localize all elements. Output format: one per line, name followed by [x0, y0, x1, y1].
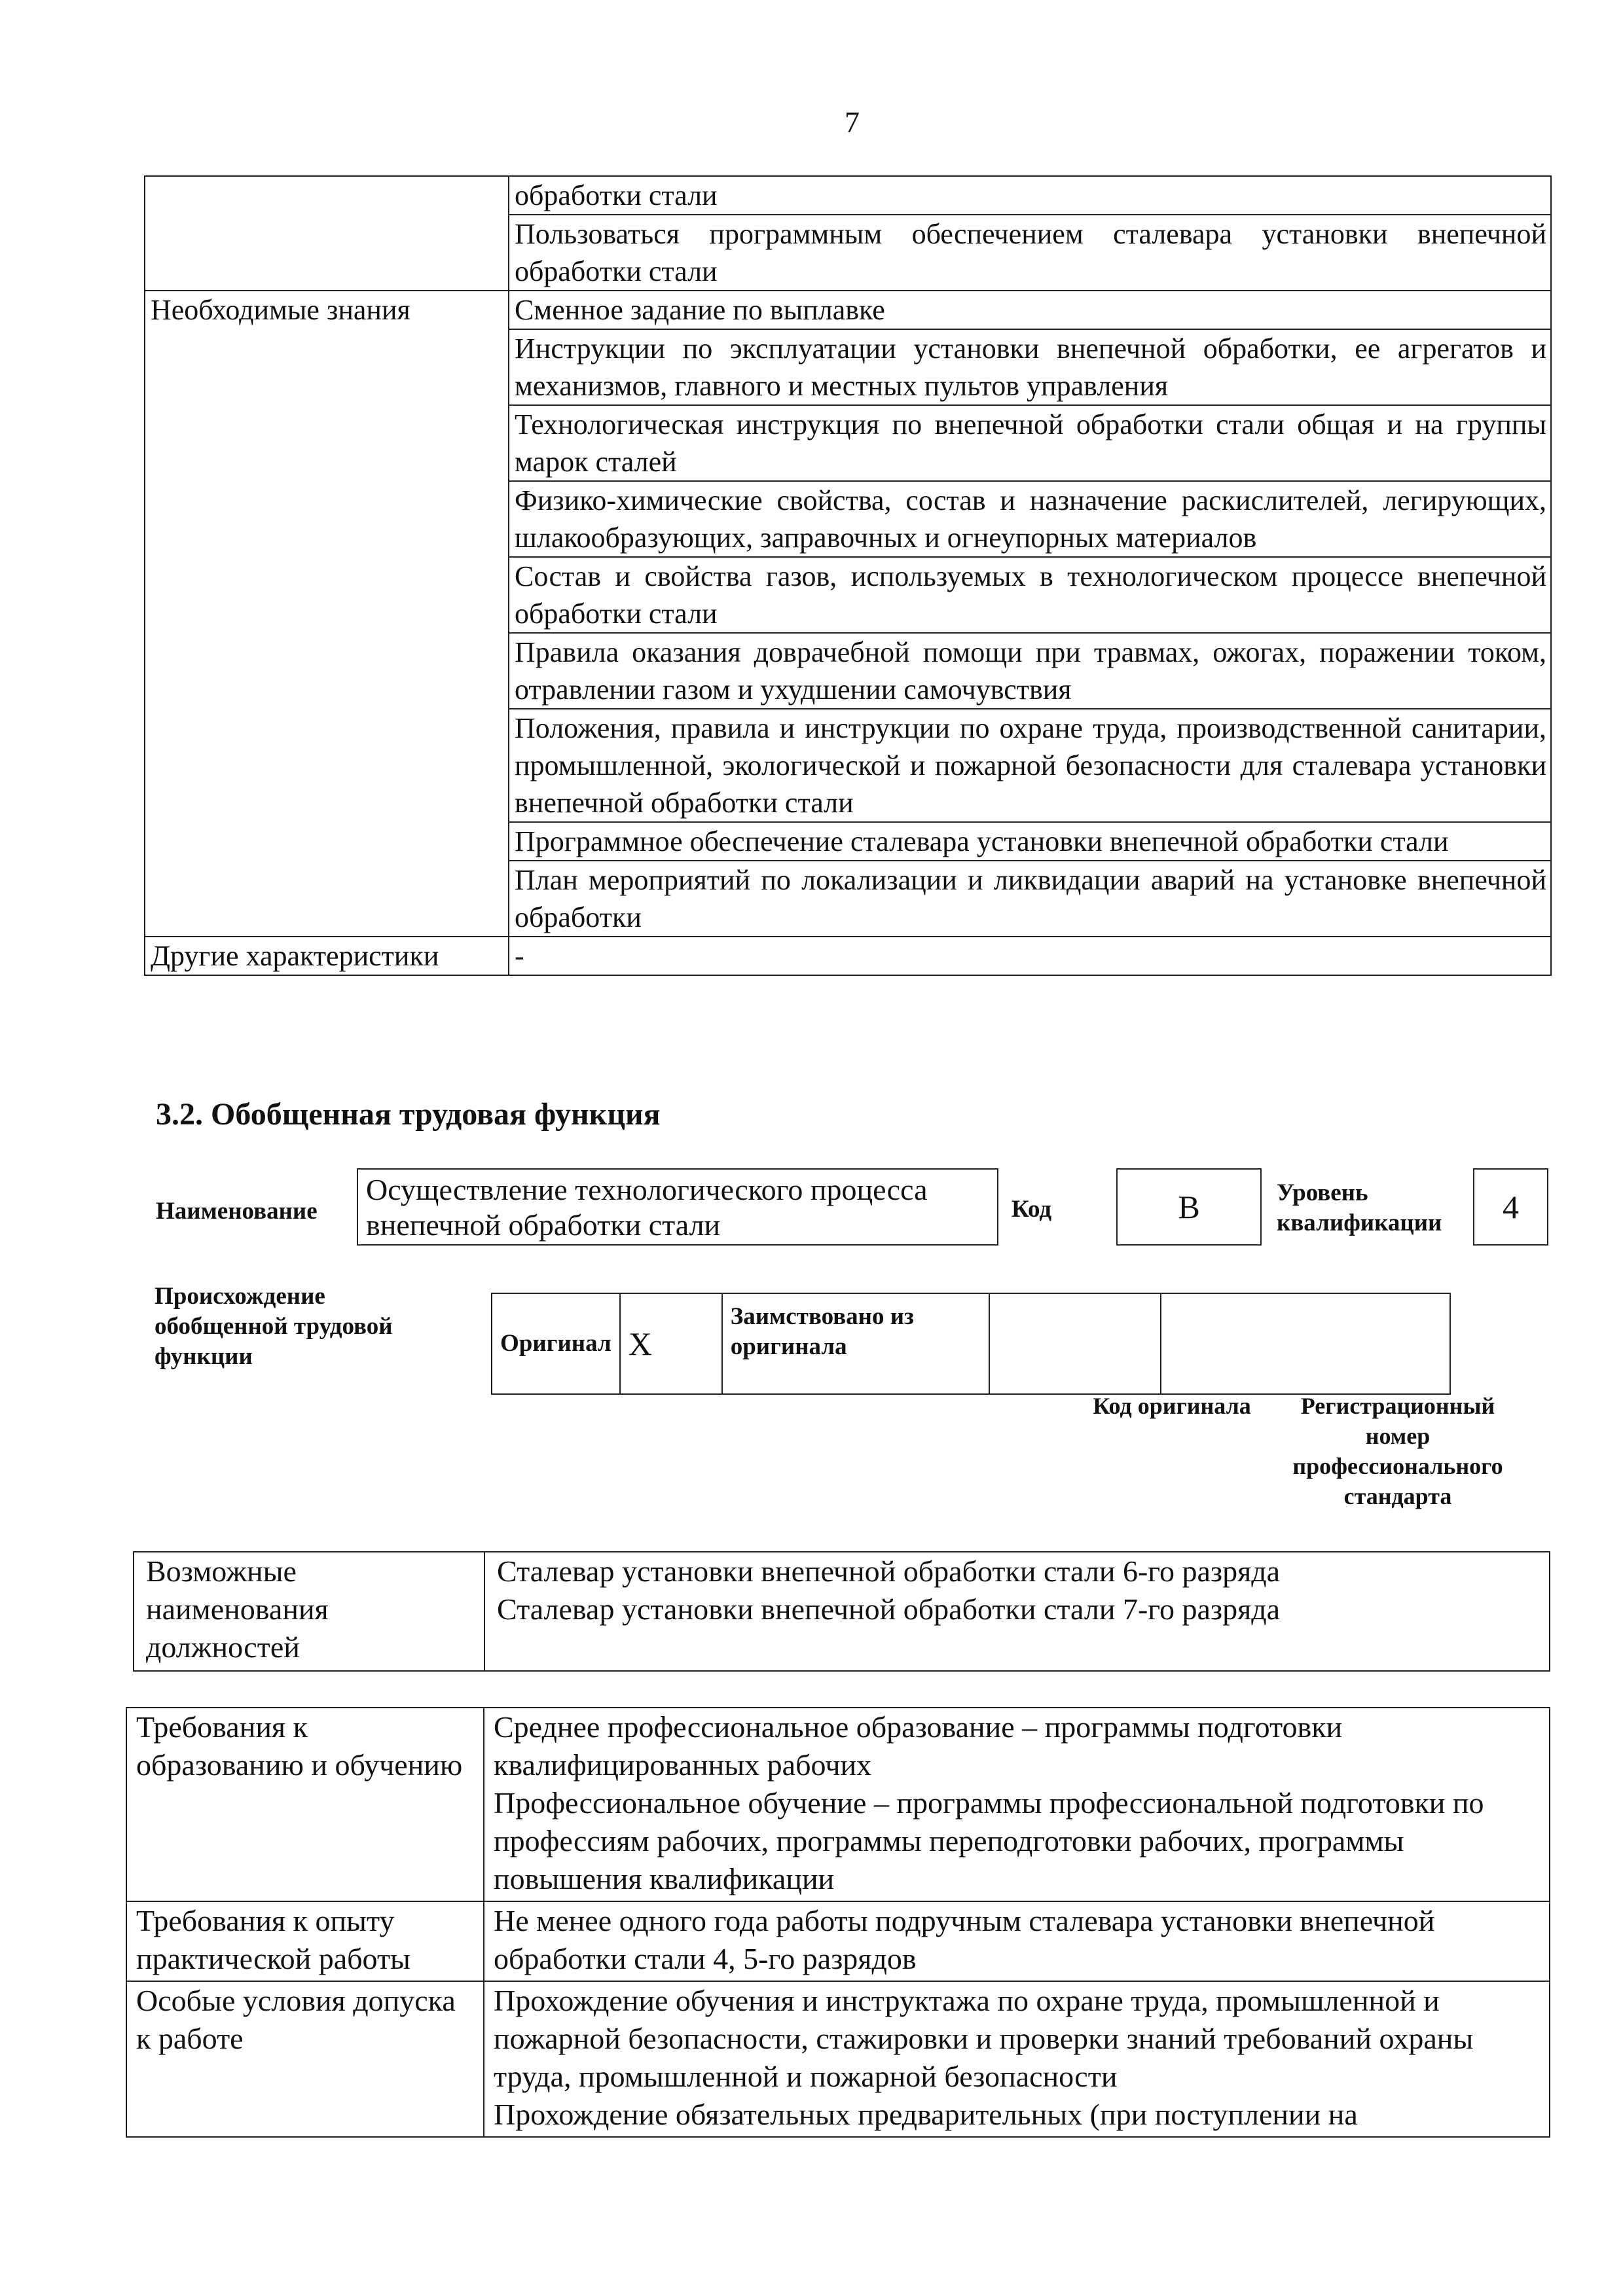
- table-cell: Состав и свойства газов, используемых в технологическом процессе внепечной обработки стали: [509, 557, 1551, 633]
- requirement-label-conditions: Особые условия допуска к работе: [126, 1981, 484, 2137]
- positions-value: [484, 1552, 1550, 1671]
- requirement-line: Профессиональное обучение – программы профессиональной подготовки по профессиям рабочих, программы переподготовки рабочих, программы повышения квалификации: [494, 1786, 1484, 1895]
- table-cell-empty: [145, 176, 509, 291]
- table-cell: Физико-химические свойства, состав и назначение раскислителей, легирующих, шлакообразующих, заправочных и огнеупорных материалов: [509, 481, 1551, 557]
- requirements-table: [126, 1707, 1550, 2138]
- requirement-line: Среднее профессиональное образование – программы подготовки квалифицированных рабочих: [494, 1710, 1343, 1782]
- row-label-knowledge: Необходимые знания: [145, 291, 509, 937]
- positions-label: Возможные наименования должностей: [134, 1552, 484, 1671]
- knowledge-table: [144, 175, 1552, 976]
- original-code-cell: [989, 1293, 1161, 1394]
- requirement-value: [484, 1708, 1550, 1901]
- borrowed-label: Заимствовано из оригинала: [722, 1293, 989, 1394]
- table-cell: -: [509, 937, 1551, 975]
- level-label-2: квалификации: [1277, 1210, 1442, 1236]
- table-cell: Инструкции по эксплуатации установки внепечной обработки, ее агрегатов и механизмов, главного и местных пультов управления: [509, 329, 1551, 405]
- original-label: Оригинал: [492, 1293, 620, 1394]
- reg-number-cell: [1161, 1293, 1450, 1394]
- page-number: 7: [845, 105, 860, 139]
- code-value: В: [1116, 1168, 1262, 1246]
- position-item: Сталевар установки внепечной обработки стали 6-го разряда: [497, 1554, 1281, 1588]
- table-cell: Положения, правила и инструкции по охране труда, производственной санитарии, промышленной, экологической и пожарной безопасности для сталевара установки внепечной обработки стали: [509, 709, 1551, 822]
- row-label-other: Другие характеристики: [145, 937, 509, 975]
- requirement-value: [484, 1981, 1550, 2137]
- requirement-label-experience: Требования к опыту практической работы: [126, 1901, 484, 1981]
- section-title: 3.2. Обобщенная трудовая функция: [156, 1097, 661, 1132]
- reg-number-caption: Регистрационный номер профессионального стандарта: [1292, 1393, 1503, 1509]
- level-value: 4: [1473, 1168, 1548, 1246]
- requirement-value: [484, 1901, 1550, 1981]
- original-mark: X: [620, 1293, 722, 1394]
- name-label: Наименование: [156, 1198, 318, 1225]
- name-value: Осуществление технологического процесса внепечной обработки стали: [357, 1168, 998, 1246]
- requirement-line: Не менее одного года работы подручным сталевара установки внепечной обработки стали 4, 5-го разрядов: [494, 1904, 1435, 1975]
- code-label: Код: [1012, 1196, 1052, 1223]
- table-cell: Сменное задание по выплавке: [509, 291, 1551, 329]
- table-cell: обработки стали: [509, 176, 1551, 215]
- position-item: Сталевар установки внепечной обработки стали 7-го разряда: [497, 1592, 1281, 1626]
- table-cell: План мероприятий по локализации и ликвидации аварий на установке внепечной обработки: [509, 861, 1551, 937]
- origin-label: Происхождение обобщенной трудовой функции: [155, 1283, 393, 1370]
- code-original-caption: Код оригинала: [1093, 1393, 1251, 1419]
- origin-table: [491, 1293, 1451, 1395]
- table-cell: Правила оказания доврачебной помощи при травмах, ожогах, поражении током, отравлении газом и ухудшении самочувствия: [509, 633, 1551, 709]
- table-cell: Пользоваться программным обеспечением сталевара установки внепечной обработки стали: [509, 215, 1551, 291]
- requirement-line: Прохождение обязательных предварительных (при поступлении на: [494, 2098, 1358, 2131]
- requirement-line: Прохождение обучения и инструктажа по охране труда, промышленной и пожарной безопасности, стажировки и проверки знаний требований охраны труда, промышленной и пожарной безопасности: [494, 1984, 1474, 2093]
- table-cell: Программное обеспечение сталевара установки внепечной обработки стали: [509, 822, 1551, 861]
- positions-table: [133, 1551, 1550, 1672]
- requirement-label-education: Требования к образованию и обучению: [126, 1708, 484, 1901]
- table-cell: Технологическая инструкция по внепечной обработки стали общая и на группы марок сталей: [509, 405, 1551, 481]
- level-label-1: Уровень: [1277, 1179, 1368, 1206]
